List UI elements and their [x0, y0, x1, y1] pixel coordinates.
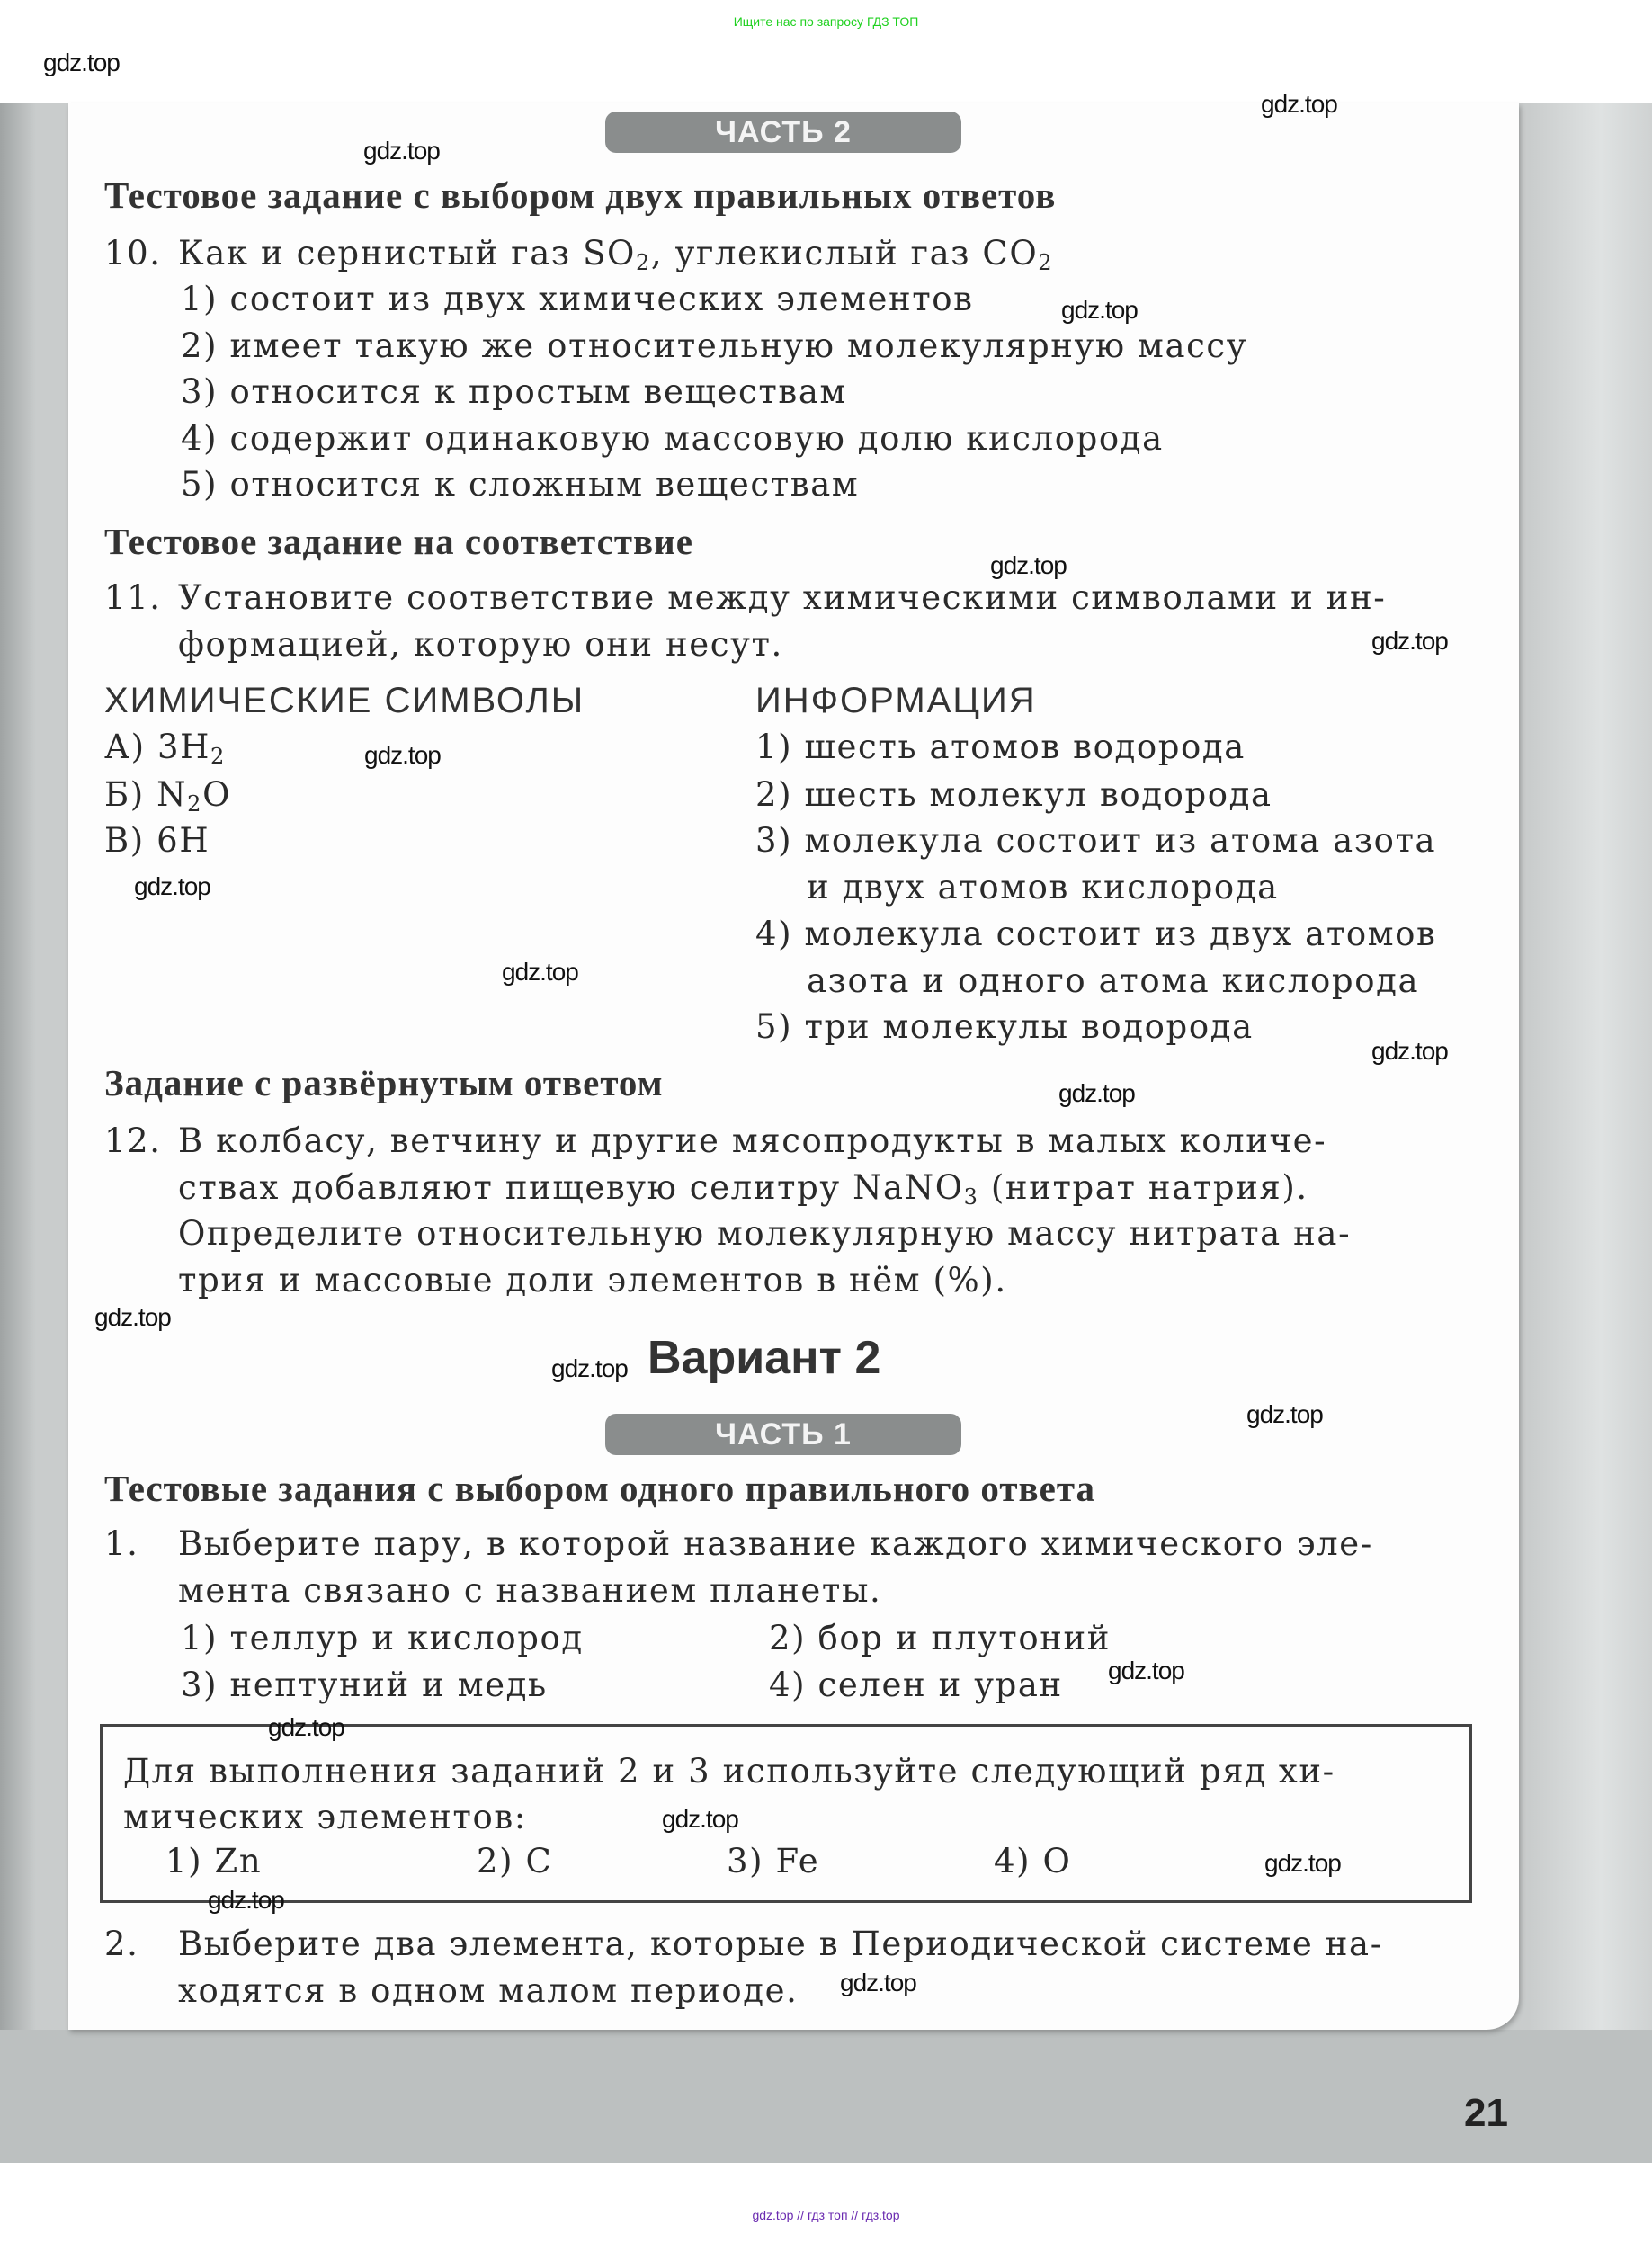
watermark: gdz.top — [134, 872, 210, 900]
box-element: 1) Zn — [165, 1842, 263, 1880]
q11-left-item: В) 6H — [104, 821, 210, 860]
watermark: gdz.top — [43, 49, 120, 76]
watermark: gdz.top — [1061, 296, 1138, 324]
heading-extended: Задание с развёрнутым ответом — [104, 1062, 664, 1103]
watermark: gdz.top — [268, 1713, 344, 1741]
box-text: мических элементов: — [123, 1798, 527, 1836]
q12-text: трия и массовые доли элементов в нём (%). — [178, 1261, 1007, 1300]
watermark: gdz.top — [840, 1969, 916, 1996]
q11-right-item-cont: и двух атомов кислорода — [807, 868, 1279, 907]
variant-title: Вариант 2 — [647, 1332, 881, 1384]
scan-background-bottom — [0, 2030, 1652, 2163]
q10-number: 10. — [104, 234, 162, 272]
q11-right-item: 5) три молекулы водорода — [755, 1007, 1254, 1046]
watermark: gdz.top — [94, 1303, 171, 1331]
box-element: 2) C — [477, 1842, 553, 1880]
part-2-badge: ЧАСТЬ 2 — [605, 112, 961, 153]
watermark: gdz.top — [1058, 1079, 1135, 1107]
watermark: gdz.top — [1264, 1849, 1341, 1877]
q11-left-item: А) $3H_2$ — [104, 728, 226, 769]
watermark: gdz.top — [1261, 90, 1337, 118]
q10-option: 1) состоит из двух химических элементов — [181, 280, 974, 318]
q10-option: 4) содержит одинаковую массовую долю кислорода — [181, 419, 1164, 458]
q12-text: Определите относительную молекулярную массу нитрата на- — [178, 1214, 1352, 1253]
watermark: gdz.top — [208, 1886, 284, 1914]
watermark: gdz.top — [364, 741, 441, 769]
q10-option: 5) относится к сложным веществам — [181, 465, 860, 504]
q10-option: 3) относится к простым веществам — [181, 372, 847, 411]
q11-right-item: 3) молекула состоит из атома азота — [755, 821, 1437, 860]
q11-text: Установите соответствие между химическими символами и ин- — [178, 578, 1387, 617]
q11-right-item: 1) шесть атомов водорода — [755, 728, 1246, 766]
q11-right-item-cont: азота и одного атома кислорода — [807, 961, 1420, 1000]
q11-text: формацией, которую они несут. — [178, 625, 783, 664]
watermark: gdz.top — [1108, 1657, 1184, 1684]
heading-two-answers: Тестовое задание с выбором двух правильных ответов — [104, 174, 1057, 216]
q2-number: 2. — [104, 1925, 139, 1963]
q10-question: Как и сернистый газ $SO_2$, углекислый газ $CO_2$ — [178, 234, 1054, 275]
q12-text: В колбасу, ветчину и другие мясопродукты в малых количе- — [178, 1121, 1327, 1160]
part-1-badge: ЧАСТЬ 1 — [605, 1414, 961, 1455]
q11-left-title: ХИМИЧЕСКИЕ СИМВОЛЫ — [104, 681, 585, 720]
watermark: gdz.top — [1371, 627, 1448, 655]
bottom-banner-note: gdz.top // гдз топ // гдз.top — [752, 2208, 900, 2222]
q12-number: 12. — [104, 1121, 162, 1160]
q1-number: 1. — [104, 1524, 139, 1563]
q11-number: 11. — [104, 578, 162, 617]
watermark: gdz.top — [502, 958, 578, 986]
q11-right-title: ИНФОРМАЦИЯ — [755, 681, 1037, 720]
heading-one-answer: Тестовые задания с выбором одного правильного ответа — [104, 1468, 1095, 1509]
q1-text: мента связано с названием планеты. — [178, 1571, 882, 1610]
q1-option: 4) селен и уран — [769, 1666, 1063, 1704]
q11-left-item: Б) $N_2O$ — [104, 775, 232, 817]
box-element: 3) Fe — [727, 1842, 820, 1880]
watermark: gdz.top — [990, 551, 1067, 579]
q2-text: Выберите два элемента, которые в Периодической системе на- — [178, 1925, 1383, 1963]
watermark: gdz.top — [363, 137, 440, 165]
q1-option: 3) нептуний и медь — [181, 1666, 548, 1704]
box-element: 4) O — [994, 1842, 1072, 1880]
q2-text: ходятся в одном малом периоде. — [178, 1971, 799, 2010]
watermark: gdz.top — [662, 1805, 738, 1833]
q1-option: 1) теллур и кислород — [181, 1619, 584, 1657]
page-number: 21 — [1464, 2091, 1508, 2135]
q11-right-item: 4) молекула состоит из двух атомов — [755, 915, 1437, 953]
q12-text: ствах добавляют пищевую селитру NaNO$_3$ (нитрат натрия). — [178, 1168, 1308, 1210]
q1-text: Выберите пару, в которой название каждого химического эле- — [178, 1524, 1373, 1563]
q11-right-item: 2) шесть молекул водорода — [755, 775, 1272, 814]
watermark: gdz.top — [1371, 1037, 1448, 1065]
watermark: gdz.top — [551, 1354, 628, 1382]
q1-option: 2) бор и плутоний — [769, 1619, 1112, 1657]
heading-matching: Тестовое задание на соответствие — [104, 521, 693, 562]
box-text: Для выполнения заданий 2 и 3 используйте следующий ряд хи- — [123, 1752, 1335, 1791]
top-banner-note: Ищите нас по запросу ГДЗ ТОП — [733, 14, 919, 29]
watermark: gdz.top — [1246, 1400, 1323, 1428]
q10-option: 2) имеет такую же относительную молекулярную массу — [181, 326, 1248, 365]
